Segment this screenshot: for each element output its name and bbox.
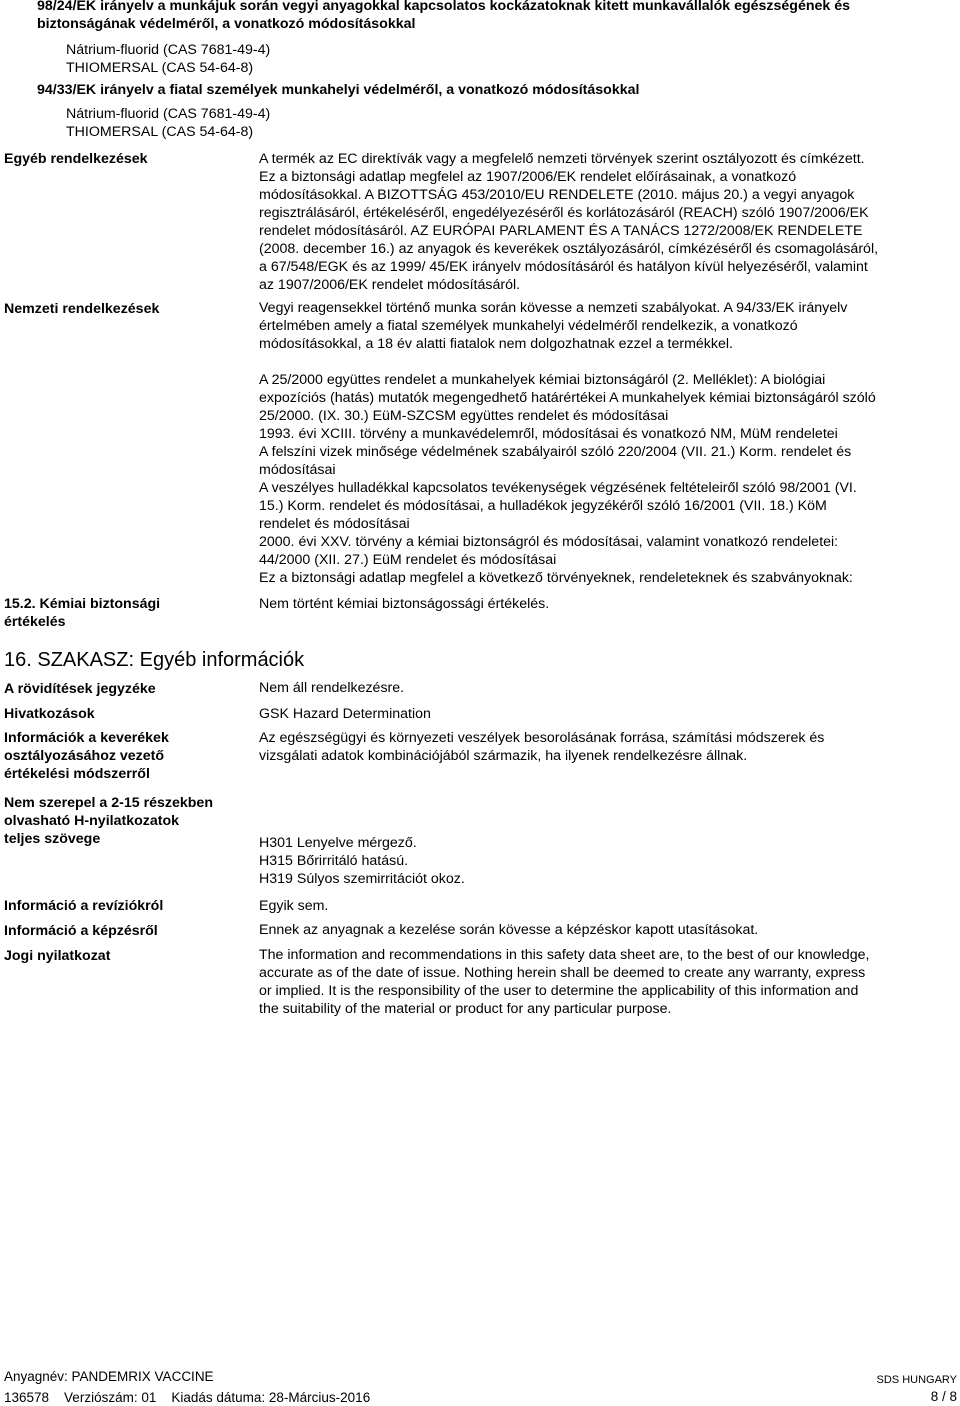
text-line: A veszélyes hulladékkal kapcsolatos tevékenységek végzésének feltételeiről szóló 98/2001 (VI. <box>259 480 857 496</box>
text-line: 25/2000. (IX. 30.) EüM-SZCSM együttes rendelet és módosításai <box>259 408 669 424</box>
disclaimer-label: Jogi nyilatkozat <box>4 948 111 964</box>
substance-sodium-fluoride: Nátrium-fluorid (CAS 7681-49-4) <box>66 106 271 122</box>
label-line: teljes szövege <box>4 831 101 847</box>
classification-method-label <box>4 729 169 783</box>
text-line: expozíciós (hatás) mutatók megengedhető határértékei A munkahelyek kémiai biztonságáról szóló <box>259 390 876 406</box>
classification-method-value <box>259 729 824 765</box>
substance-sodium-fluoride: Nátrium-fluorid (CAS 7681-49-4) <box>66 42 271 58</box>
disclaimer-text <box>259 946 959 1018</box>
text-line: the suitability of the material or product for any particular purpose. <box>259 1001 672 1017</box>
label-line: értékelési módszerről <box>4 766 150 782</box>
references-label: Hivatkozások <box>4 706 95 722</box>
directive-94-33: 94/33/EK irányelv a fiatal személyek munkahelyi védelméről, a vonatkozó módosításokkal <box>37 82 640 98</box>
text-line: 15.) Korm. rendelet és módosításai, a hulladékok jegyzékéről szóló 16/2001 (VII. 18.) KöM <box>259 498 827 514</box>
directive-98-24-line1: 98/24/EK irányelv a munkájuk során vegyi anyagokkal kapcsolatos kockázatoknak kitett munkavállalók egészségének és <box>37 0 851 14</box>
text-line: accurate as of the date of issue. Nothing herein shall be deemed to create any warranty, express <box>259 965 866 981</box>
abbreviations-label: A rövidítések jegyzéke <box>4 681 156 697</box>
text-line: 44/2000 (XII. 27.) EüM rendelet és módosításai <box>259 552 557 568</box>
national-provisions-text-b <box>259 371 959 587</box>
text-line: értelmében amely a fiatal személyek munkahelyi védelméről rendelkezik, a vonatkozó <box>259 318 798 334</box>
national-provisions-text-a <box>259 299 959 353</box>
directive-94-33-substances <box>66 105 270 141</box>
revision-info-label: Információ a revíziókról <box>4 898 164 914</box>
revision-info-value: Egyik sem. <box>259 898 329 914</box>
text-line: rendelet és módosításai <box>259 516 410 532</box>
text-line: módosításai <box>259 462 336 478</box>
chem-safety-label-line1: 15.2. Kémiai biztonsági <box>4 596 161 612</box>
training-info-value: Ennek az anyagnak a kezelése során kövesse a képzéskor kapott utasításokat. <box>259 922 759 938</box>
h-statements-label <box>4 794 213 848</box>
text-line: Ez a biztonsági adatlap megfelel az 1907/2006/EK rendelet előírásainak, a vonatkozó <box>259 169 797 185</box>
text-line: Az egészségügyi és környezeti veszélyek besorolásának forrása, számítási módszerek és <box>259 730 825 746</box>
text-line: A termék az EC direktívák vagy a megfelelő nemzeti törvények szerint osztályozott és címkézett. <box>259 151 865 167</box>
h-statement-h301: H301 Lenyelve mérgező. <box>259 835 417 851</box>
text-line: or implied. It is the responsibility of the user to determine the applicability of this information and <box>259 983 859 999</box>
text-line: a 67/548/EGK és az 1999/ 45/EK irányelv módosításáról és hatályon kívül helyezéséről, valamint <box>259 259 868 275</box>
text-line: Ez a biztonsági adatlap megfelel a következő törvényeknek, rendeleteknek és szabványoknak: <box>259 570 853 586</box>
footer-document-info: 136578 Verziószám: 01 Kiadás dátuma: 28-Március-2016 <box>4 1390 371 1405</box>
directive-98-24 <box>37 0 957 33</box>
abbreviations-value: Nem áll rendelkezésre. <box>259 680 405 696</box>
h-statements-list <box>259 834 465 888</box>
label-line: osztályozásához vezető <box>4 748 165 764</box>
national-provisions-label: Nemzeti rendelkezések <box>4 301 160 317</box>
text-line: The information and recommendations in this safety data sheet are, to the best of our knowledge, <box>259 947 870 963</box>
text-line: (2008. december 16.) az anyagok és keverékek osztályozásáról, címkézéséről és csomagolásáról, <box>259 241 879 257</box>
text-line: A 25/2000 együttes rendelet a munkahelyek kémiai biztonságáról (2. Melléklet): A biológiai <box>259 372 826 388</box>
chem-safety-label-line2: értékelés <box>4 614 66 630</box>
directive-98-24-substances <box>66 41 270 77</box>
footer-page-number: 8 / 8 <box>930 1389 957 1404</box>
text-line: regisztrálásáról, értékeléséről, engedélyezéséről és korlátozásáról (REACH) szóló 1907/2006/EK <box>259 205 869 221</box>
other-provisions-text <box>259 150 959 294</box>
footer-product-name: Anyagnév: PANDEMRIX VACCINE <box>4 1369 214 1384</box>
h-statement-h319: H319 Súlyos szemirritációt okoz. <box>259 871 465 887</box>
section-16-title: 16. SZAKASZ: Egyéb információk <box>4 649 305 671</box>
label-line: olvasható H-nyilatkozatok <box>4 813 180 829</box>
footer-sds-label: SDS HUNGARY <box>876 1374 957 1386</box>
directive-98-24-line2: biztonságának védelméről, a vonatkozó módosításokkal <box>37 16 416 32</box>
label-line: Információk a keverékek <box>4 730 169 746</box>
h-statement-h315: H315 Bőrirritáló hatású. <box>259 853 409 869</box>
other-provisions-label: Egyéb rendelkezések <box>4 151 148 167</box>
chem-safety-value: Nem történt kémiai biztonságossági értékelés. <box>259 596 550 612</box>
text-line: módosításokkal. A BIZOTTSÁG 453/2010/EU RENDELETE (2010. május 20.) a vegyi anyagok <box>259 187 855 203</box>
text-line: 1993. évi XCIII. törvény a munkavédelemről, módosításai és vonatkozó NM, MüM rendeletei <box>259 426 838 442</box>
text-line: A felszíni vizek minősége védelmének szabályairól szóló 220/2004 (VII. 21.) Korm. rendelet és <box>259 444 852 460</box>
text-line: 2000. évi XXV. törvény a kémiai biztonságról és módosításai, valamint vonatkozó rendeletei: <box>259 534 839 550</box>
chem-safety-label <box>4 595 160 631</box>
substance-thiomersal: THIOMERSAL (CAS 54-64-8) <box>66 124 254 140</box>
text-line: az 1907/2006/EK rendelet módosításáról. <box>259 277 521 293</box>
label-line: Nem szerepel a 2-15 részekben <box>4 795 213 811</box>
substance-thiomersal: THIOMERSAL (CAS 54-64-8) <box>66 60 254 76</box>
text-line: módosításokkal, a 18 év alatti fiatalok nem dolgozhatnak ezzel a termékkel. <box>259 336 733 352</box>
references-value: GSK Hazard Determination <box>259 706 431 722</box>
text-line: vizsgálati adatok kombinációjából származik, ha ilyenek rendelkezésre állnak. <box>259 748 748 764</box>
text-line: rendelet módosításáról. AZ EURÓPAI PARLAMENT ÉS A TANÁCS 1272/2008/EK RENDELETE <box>259 223 863 239</box>
training-info-label: Információ a képzésről <box>4 923 158 939</box>
text-line: Vegyi reagensekkel történő munka során kövesse a nemzeti szabályokat. A 94/33/EK irányelv <box>259 300 848 316</box>
